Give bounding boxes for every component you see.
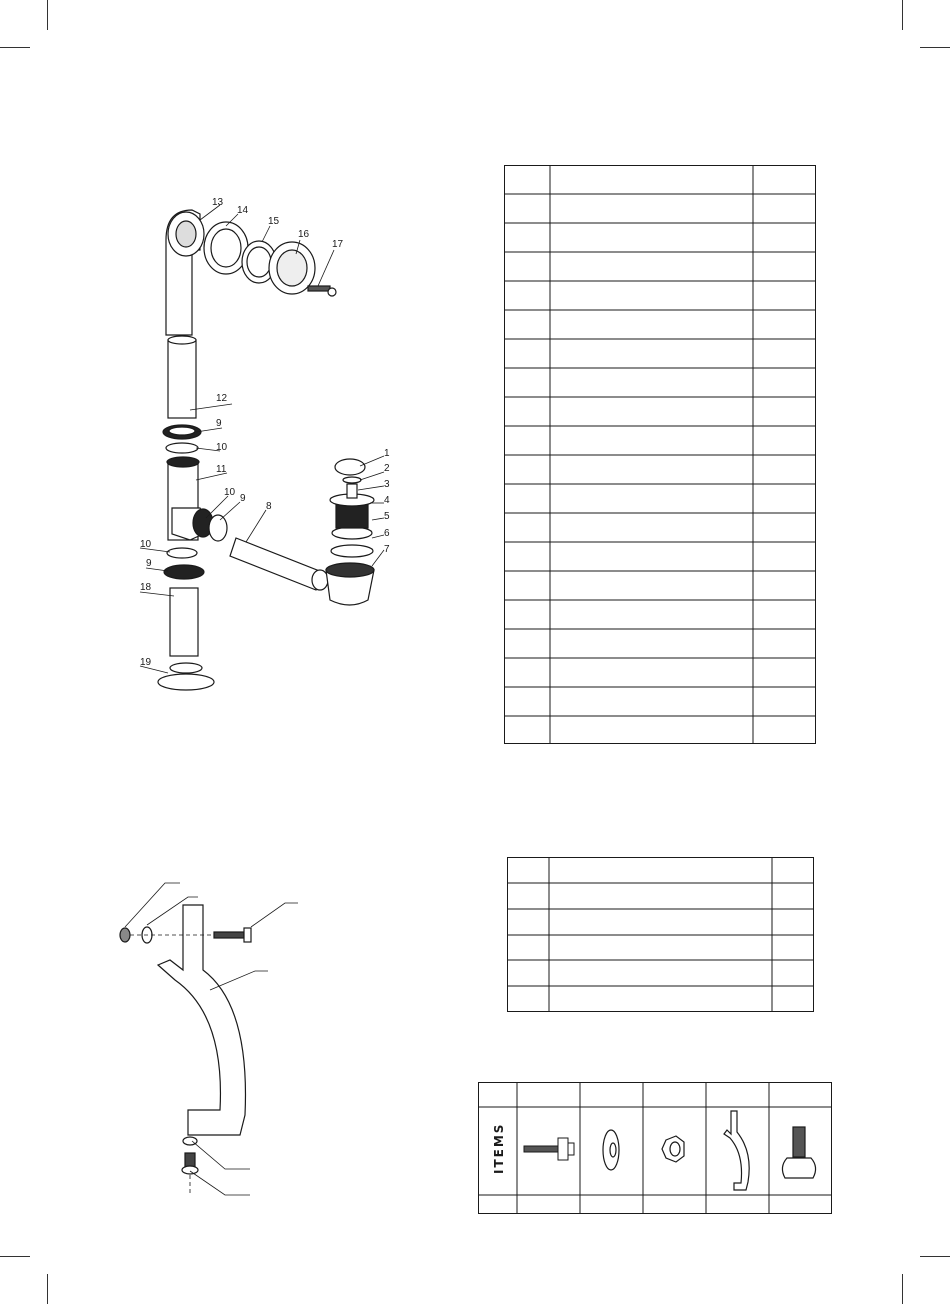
callout-9: 9 bbox=[240, 493, 246, 504]
callout-17: 17 bbox=[332, 239, 344, 250]
bracket-parts-table bbox=[507, 857, 815, 1013]
callout-10: 10 bbox=[140, 539, 152, 550]
callout-9: 9 bbox=[146, 558, 152, 569]
callout-3: 3 bbox=[384, 479, 390, 490]
callout-19: 19 bbox=[140, 657, 152, 668]
callout-1: 1 bbox=[384, 448, 390, 459]
callout-11: 11 bbox=[216, 464, 227, 475]
callout-10: 10 bbox=[224, 487, 236, 498]
parts-table bbox=[504, 165, 816, 745]
callout-6: 6 bbox=[384, 528, 390, 539]
callout-12: 12 bbox=[216, 393, 228, 404]
callout-8: 8 bbox=[266, 501, 272, 512]
callout-15: 15 bbox=[268, 216, 280, 227]
callout-10: 10 bbox=[216, 442, 228, 453]
callout-5: 5 bbox=[384, 511, 390, 522]
crop-mark bbox=[0, 1256, 30, 1257]
callout-16: 16 bbox=[298, 229, 310, 240]
hex-nut-icon bbox=[662, 1136, 684, 1162]
callout-14: 14 bbox=[237, 205, 249, 216]
items-row-label: ITEMS bbox=[492, 1122, 506, 1174]
flange-bolt-icon bbox=[524, 1138, 574, 1160]
bracket-icon bbox=[724, 1111, 749, 1190]
crop-mark bbox=[47, 1274, 48, 1304]
bracket-mounting-diagram bbox=[110, 875, 310, 1215]
washer-icon bbox=[603, 1130, 619, 1170]
callout-7: 7 bbox=[384, 544, 390, 555]
hardware-items-table bbox=[478, 1082, 834, 1216]
callout-2: 2 bbox=[384, 463, 390, 474]
callout-18: 18 bbox=[140, 582, 152, 593]
crop-mark bbox=[902, 1274, 903, 1304]
callout-9: 9 bbox=[216, 418, 222, 429]
callout-4: 4 bbox=[384, 495, 390, 506]
callout-13: 13 bbox=[212, 197, 224, 208]
carriage-bolt-icon bbox=[782, 1127, 815, 1178]
crop-mark bbox=[920, 1256, 950, 1257]
